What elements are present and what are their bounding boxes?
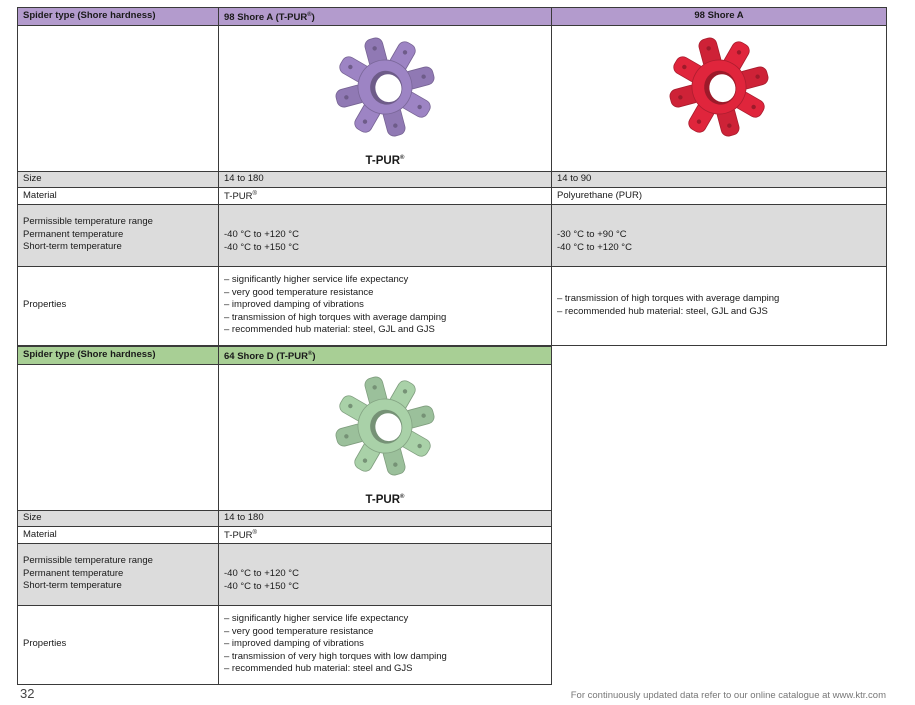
properties-label: Properties [18,266,219,345]
page-number: 32 [20,686,35,701]
properties-row [18,266,887,345]
properties-list: – significantly higher service life expectancy – very good temperature resistance – improved damping of vibrations – transmission of very high torques with low damping – recommended hub material: steel and GJS [219,605,552,684]
size-label: Size [18,511,219,527]
image-caption: T-PUR® [365,493,405,506]
table-header-row [18,8,887,26]
image-row-empty [18,365,219,511]
header-label: Spider type (Shore hardness) [18,347,219,365]
material-value: T-PUR® [219,188,552,205]
temperature-row [18,204,887,266]
material-value: T-PUR® [219,527,552,544]
spider-red-image [664,32,774,142]
image-row-empty [18,26,219,172]
material-row [18,527,552,544]
size-value: 14 to 180 [219,511,552,527]
image-caption: T-PUR® [365,154,405,167]
size-row [18,511,552,527]
size-value: 14 to 180 [219,172,552,188]
spider-purple-image [330,32,440,142]
temperature-label: Permissible temperature range Permanent temperature Short-term temperature [18,543,219,605]
temperature-value-2: -30 °C to +90 °C -40 °C to +120 °C [552,204,887,266]
image-row [18,365,552,511]
properties-label: Properties [18,605,219,684]
properties-list-2: – transmission of high torques with average damping – recommended hub material: steel, GJL and GJS [552,266,887,345]
spider-table-64-shore-d [17,346,552,685]
table-header-row [18,347,552,365]
spider-image-cell-2 [552,26,887,172]
header-label: Spider type (Shore hardness) [18,8,219,26]
temperature-value: -40 °C to +120 °C -40 °C to +150 °C [219,204,552,266]
temperature-value: -40 °C to +120 °C -40 °C to +150 °C [219,543,552,605]
image-row [18,26,887,172]
spider-table-98-shore-a [17,7,887,346]
header-col-t-pur: 98 Shore A (T-PUR®) [219,8,552,26]
size-label: Size [18,172,219,188]
spider-image-cell [219,365,552,511]
footer-note: For continuously updated data refer to our online catalogue at www.ktr.com [570,690,886,701]
material-value-2: Polyurethane (PUR) [552,188,887,205]
spider-green-image [330,371,440,481]
temperature-label: Permissible temperature range Permanent temperature Short-term temperature [18,204,219,266]
temperature-row [18,543,552,605]
size-value-2: 14 to 90 [552,172,887,188]
properties-row [18,605,552,684]
size-row [18,172,887,188]
spider-image-cell [219,26,552,172]
material-label: Material [18,188,219,205]
properties-list: – significantly higher service life expectancy – very good temperature resistance – improved damping of vibrations – transmission of high torques with average damping – recommended hub material: steel, GJL and GJS [219,266,552,345]
header-col-t-pur: 64 Shore D (T-PUR®) [219,347,552,365]
header-col-pur: 98 Shore A [552,8,887,26]
material-label: Material [18,527,219,544]
material-row [18,188,887,205]
